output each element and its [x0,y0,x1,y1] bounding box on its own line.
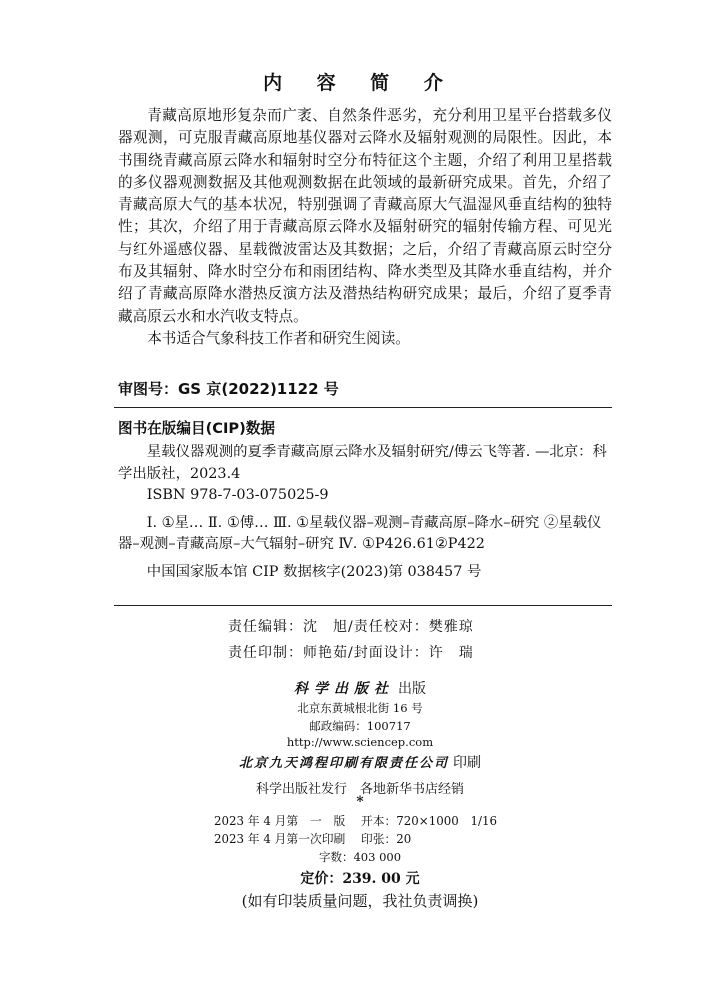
cip-title-line: 星载仪器观测的夏季青藏高原云降水及辐射研究/傅云飞等著. —北京：科学出版社，2023.4 [118,444,607,482]
divider-top [114,407,612,408]
cip-heading: 图书在版编目(CIP)数据 [118,420,275,437]
word-count: 字数：403 000 [318,850,402,864]
publisher-suffix: 出版 [398,681,426,697]
map-review-number: 审图号：GS 京(2022)1122 号 [118,380,339,398]
audience-paragraph: 本书适合气象科技工作者和研究生阅读。 [147,329,410,347]
editor-line: 责任编辑：沈 旭/责任校对：樊雅琼 [228,619,474,635]
cip-isbn: ISBN 978-7-03-075025-9 [146,487,329,503]
price: 定价：239. 00 元 [300,871,420,887]
summary-paragraph: 青藏高原地形复杂而广袤、自然条件恶劣，充分利用卫星平台搭载多仪器观测，可克服青藏高原地基仪器对云降水及辐射观测的局限性。因此，本书围绕青藏高原云降水和辐射时空分布特征这个主题，介绍了利用卫星搭载的多仪器观测数据及其他观测数据在此领域的最新研究成果。首先，介绍了青藏高原大气的基本状况，特别强调了青藏高原大气温湿风垂直结构的独特性；其次，介绍了用于青藏高原云降水及辐射研究的辐射传输方程、可见光与红外遥感仪器、星载微波雷达及其数据；之后，介绍了青藏高原云时空分布及其辐射、降水时空分布和雨团结构、降水类型及其降水垂直结构，并介绍了青藏高原降水潜热反演方法及潜热结构研究成果；最后，介绍了夏季青藏高原云水和水汽收支特点。 [118,107,612,325]
publisher-line [0,678,720,698]
cip-record [118,442,614,583]
edition-line: 2023 年 4 月第 一 版 开本：720×1000 1/16 [214,814,498,828]
publisher-logo: 科学出版社 [294,681,394,697]
cip-classification: Ⅰ. ①星… Ⅱ. ①傅… Ⅲ. ①星载仪器–观测–青藏高原–降水–研究 ②星载仪器–观测–青藏高原–大气辐射–研究 Ⅳ. ①P426.61②P422 [118,514,602,552]
printer-logo: 北京九天鸿程印刷有限责任公司 [238,756,449,771]
publisher-address: 北京东黄城根北街 16 号 [297,701,423,715]
printer-line [0,752,720,772]
cip-number: 中国国家版本馆 CIP 数据核字(2023)第 038457 号 [146,563,482,580]
printer-suffix: 印刷 [453,755,481,771]
publisher-postcode: 邮政编码：100717 [309,719,411,733]
divider-bottom [114,605,612,606]
print-line: 责任印制：师艳茹/封面设计：许 瑞 [228,645,474,661]
return-note: (如有印装质量问题，我社负责调换) [241,892,479,910]
distribution-line: 科学出版社发行 各地新华书店经销 [255,782,464,797]
printing-line: 2023 年 4 月第一次印刷 印张：20 [214,832,412,846]
separator-star: * [356,794,364,810]
page-title: 内 容 简 介 [263,72,457,94]
content-summary [118,105,612,350]
publisher-website: http://www.sciencep.com [286,735,434,749]
